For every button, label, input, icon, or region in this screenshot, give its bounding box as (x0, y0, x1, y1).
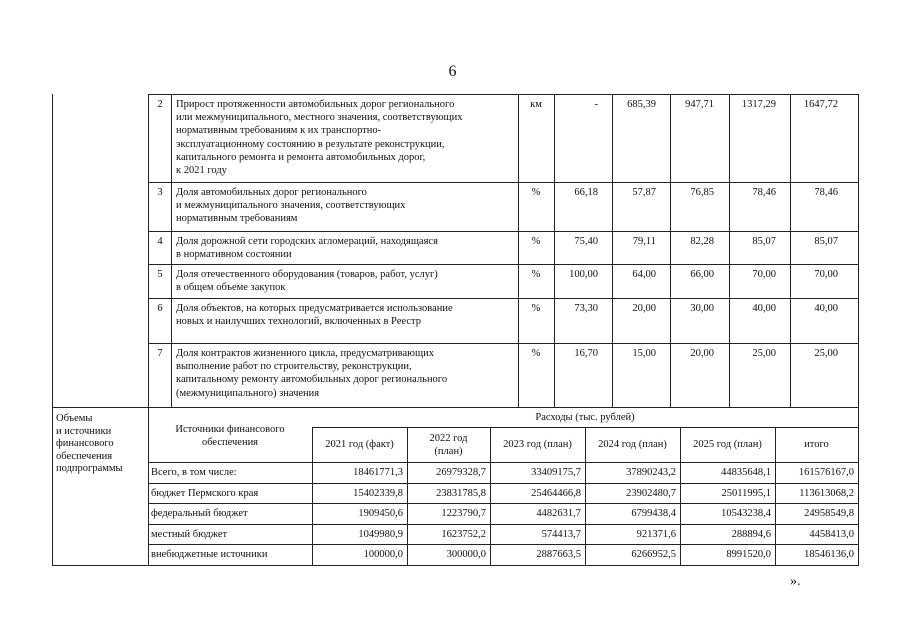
indicator-description-line: Доля автомобильных дорог регионального (176, 187, 367, 198)
indicator-value: 66,00 (690, 269, 714, 280)
indicator-value: 76,85 (690, 187, 714, 198)
funding-value: 26979328,7 (436, 467, 486, 478)
table-left-border (52, 94, 53, 565)
indicator-description-line: и межмуниципального значения, соответствующих (176, 200, 406, 212)
indicator-description-line: эксплуатационному состоянию в результате реконструкции, (176, 138, 445, 150)
funding-row-rule (148, 462, 858, 463)
indicator-number: 6 (157, 303, 163, 314)
funding-section-label: и источники (56, 425, 112, 437)
indicator-value: 70,00 (814, 269, 838, 280)
indicator-column-rule (554, 94, 555, 407)
funding-value: 161576167,0 (798, 467, 854, 478)
indicator-description-line: нормативным требованиям к их транспортно- (176, 125, 382, 137)
funding-row-rule (148, 483, 858, 484)
indicator-column-rule (670, 94, 671, 407)
indicator-column-rule (729, 94, 730, 407)
funding-value: 1909450,6 (358, 508, 403, 519)
indicator-column-rule (518, 94, 519, 407)
page-number: 6 (448, 63, 457, 80)
indicator-value: 100,00 (569, 269, 598, 280)
funding-source: федеральный бюджет (151, 508, 248, 519)
year-column-header: 2023 год (план) (503, 439, 572, 450)
indicator-value: 66,18 (574, 187, 598, 198)
indicator-value: 25,00 (814, 348, 838, 359)
indicator-value: 40,00 (814, 303, 838, 314)
funding-section-label: подпрограммы (56, 463, 123, 474)
indicator-value: 64,00 (632, 269, 656, 280)
indicator-number: 7 (157, 348, 163, 359)
indicator-value: 70,00 (752, 269, 776, 280)
indicator-number: 3 (157, 187, 163, 198)
funding-value: 37890243,2 (626, 467, 676, 478)
funding-section-label: финансового (56, 438, 114, 449)
indicator-number: 5 (157, 269, 163, 280)
funding-value: 574413,7 (541, 529, 581, 540)
funding-value: 1623752,2 (441, 529, 486, 540)
funding-row-rule (148, 524, 858, 525)
indicator-value: 1317,29 (741, 99, 776, 110)
funding-value: 15402339,8 (353, 488, 403, 499)
indicator-unit: % (531, 187, 541, 198)
indicator-value: 40,00 (752, 303, 776, 314)
indicator-unit: % (531, 303, 541, 314)
indicator-description-line: Доля дорожной сети городских агломераций, находящаяся (176, 236, 438, 247)
funding-value: 2887663,5 (536, 549, 581, 560)
funding-section-label: Объемы (56, 413, 93, 424)
indicator-value: 20,00 (632, 303, 656, 314)
funding-row-rule (148, 503, 858, 504)
funding-top-rule (52, 407, 859, 408)
indicator-unit: км (530, 99, 542, 110)
indicator-unit: % (531, 236, 541, 247)
funding-value: 6799438,4 (631, 508, 676, 519)
funding-value: 100000,0 (363, 549, 403, 560)
expenses-header: Расходы (тыс. рублей) (535, 412, 635, 423)
indicator-column-rule (790, 94, 791, 407)
indicator-description-line: или межмуниципального, местного значения, соответствующих (176, 112, 463, 124)
funding-value: 113613068,2 (799, 488, 854, 499)
indicator-value: 15,00 (632, 348, 656, 359)
funding-value: 1223790,7 (441, 508, 486, 519)
indicator-description-line: Доля объектов, на которых предусматривается использование (176, 303, 453, 314)
sources-header: Источники финансового (175, 424, 285, 435)
funding-value: 33409175,7 (531, 467, 581, 478)
closing-mark: ». (790, 574, 801, 589)
indicator-row-rule (148, 182, 858, 183)
funding-value: 288894,6 (731, 529, 771, 540)
indicator-description-line: капитального ремонта и ремонта автомобильных дорог, (176, 151, 426, 163)
indicator-column-rule (148, 94, 149, 407)
indicator-value: 78,46 (814, 187, 838, 198)
funding-value: 18461771,3 (353, 467, 403, 478)
expenses-header-rule (312, 427, 858, 428)
funding-value: 44835648,1 (721, 467, 771, 478)
indicator-row-rule (148, 94, 858, 95)
indicator-description-line: к 2021 году (176, 165, 227, 176)
year-column-header: итого (804, 439, 829, 450)
funding-value: 4458413,0 (809, 529, 854, 540)
indicator-row-rule (148, 298, 858, 299)
indicator-value: 85,07 (752, 236, 776, 247)
year-column-header: 2022 год (429, 433, 468, 444)
indicator-unit: % (531, 269, 541, 280)
indicator-value: 75,40 (574, 236, 598, 247)
indicator-description-line: в нормативном состоянии (176, 249, 292, 261)
indicator-number: 4 (157, 236, 163, 247)
indicator-number: 2 (157, 99, 163, 110)
funding-value: 23831785,8 (436, 488, 486, 499)
year-column-header: 2024 год (план) (598, 439, 667, 450)
table-right-border (858, 94, 859, 565)
indicator-value: 85,07 (814, 236, 838, 247)
indicator-value: - (594, 99, 598, 110)
indicator-value: 20,00 (690, 348, 714, 359)
funding-value: 25464466,8 (531, 488, 581, 499)
funding-value: 25011995,1 (721, 488, 771, 499)
funding-section-label: обеспечения (56, 450, 113, 462)
indicator-value: 947,71 (685, 99, 714, 110)
indicator-column-rule (612, 94, 613, 407)
indicator-row-rule (148, 343, 858, 344)
indicator-description-line: выполнение работ по строительству, реконструкции, (176, 361, 412, 373)
indicator-description-line: Доля контрактов жизненного цикла, предусматривающих (176, 348, 434, 359)
funding-source: бюджет Пермского края (151, 488, 259, 499)
indicator-value: 25,00 (752, 348, 776, 359)
indicator-value: 78,46 (752, 187, 776, 198)
year-column-header: 2025 год (план) (693, 439, 762, 450)
funding-value: 300000,0 (446, 549, 486, 560)
funding-value: 1049980,9 (358, 529, 403, 540)
funding-value: 4482631,7 (536, 508, 581, 519)
indicator-value: 685,39 (627, 99, 656, 110)
year-column-header: (план) (434, 446, 463, 457)
funding-source: Всего, в том числе: (151, 467, 237, 478)
funding-value: 8991520,0 (726, 549, 771, 560)
funding-source: внебюджетные источники (151, 549, 268, 560)
funding-value: 18546136,0 (804, 549, 854, 560)
sources-header: обеспечения (201, 437, 259, 448)
indicator-value: 79,11 (632, 236, 656, 247)
funding-value: 23902480,7 (626, 488, 676, 499)
year-column-header: 2021 год (факт) (325, 439, 394, 450)
indicator-value: 16,70 (574, 348, 598, 359)
funding-value: 921371,6 (636, 529, 676, 540)
indicator-description-line: капитальному ремонту автомобильных дорог регионального (176, 374, 448, 386)
funding-row-rule (148, 544, 858, 545)
indicator-description-line: Доля отечественного оборудования (товаров, работ, услуг) (176, 269, 438, 280)
funding-source: местный бюджет (151, 529, 228, 540)
indicator-column-rule (171, 94, 172, 407)
indicator-description-line: нормативным требованиям (176, 213, 298, 225)
indicator-description-line: в общем объеме закупок (176, 282, 286, 294)
indicator-value: 82,28 (690, 236, 714, 247)
indicator-value: 30,00 (690, 303, 714, 314)
indicator-value: 73,30 (574, 303, 598, 314)
funding-value: 10543238,4 (721, 508, 771, 519)
indicator-description-line: Прирост протяженности автомобильных дорог регионального (176, 99, 455, 110)
indicator-description-line: новых и наилучших технологий, включенных в Реестр (176, 316, 421, 328)
indicator-description-line: (межмуниципального) значения (176, 387, 320, 399)
indicator-value: 57,87 (632, 187, 656, 198)
funding-value: 24958549,8 (804, 508, 854, 519)
indicator-row-rule (148, 231, 858, 232)
indicator-row-rule (148, 264, 858, 265)
table-bottom-rule (52, 565, 859, 566)
indicator-value: 1647,72 (803, 99, 838, 110)
funding-value: 6266952,5 (631, 549, 676, 560)
indicator-unit: % (531, 348, 541, 359)
